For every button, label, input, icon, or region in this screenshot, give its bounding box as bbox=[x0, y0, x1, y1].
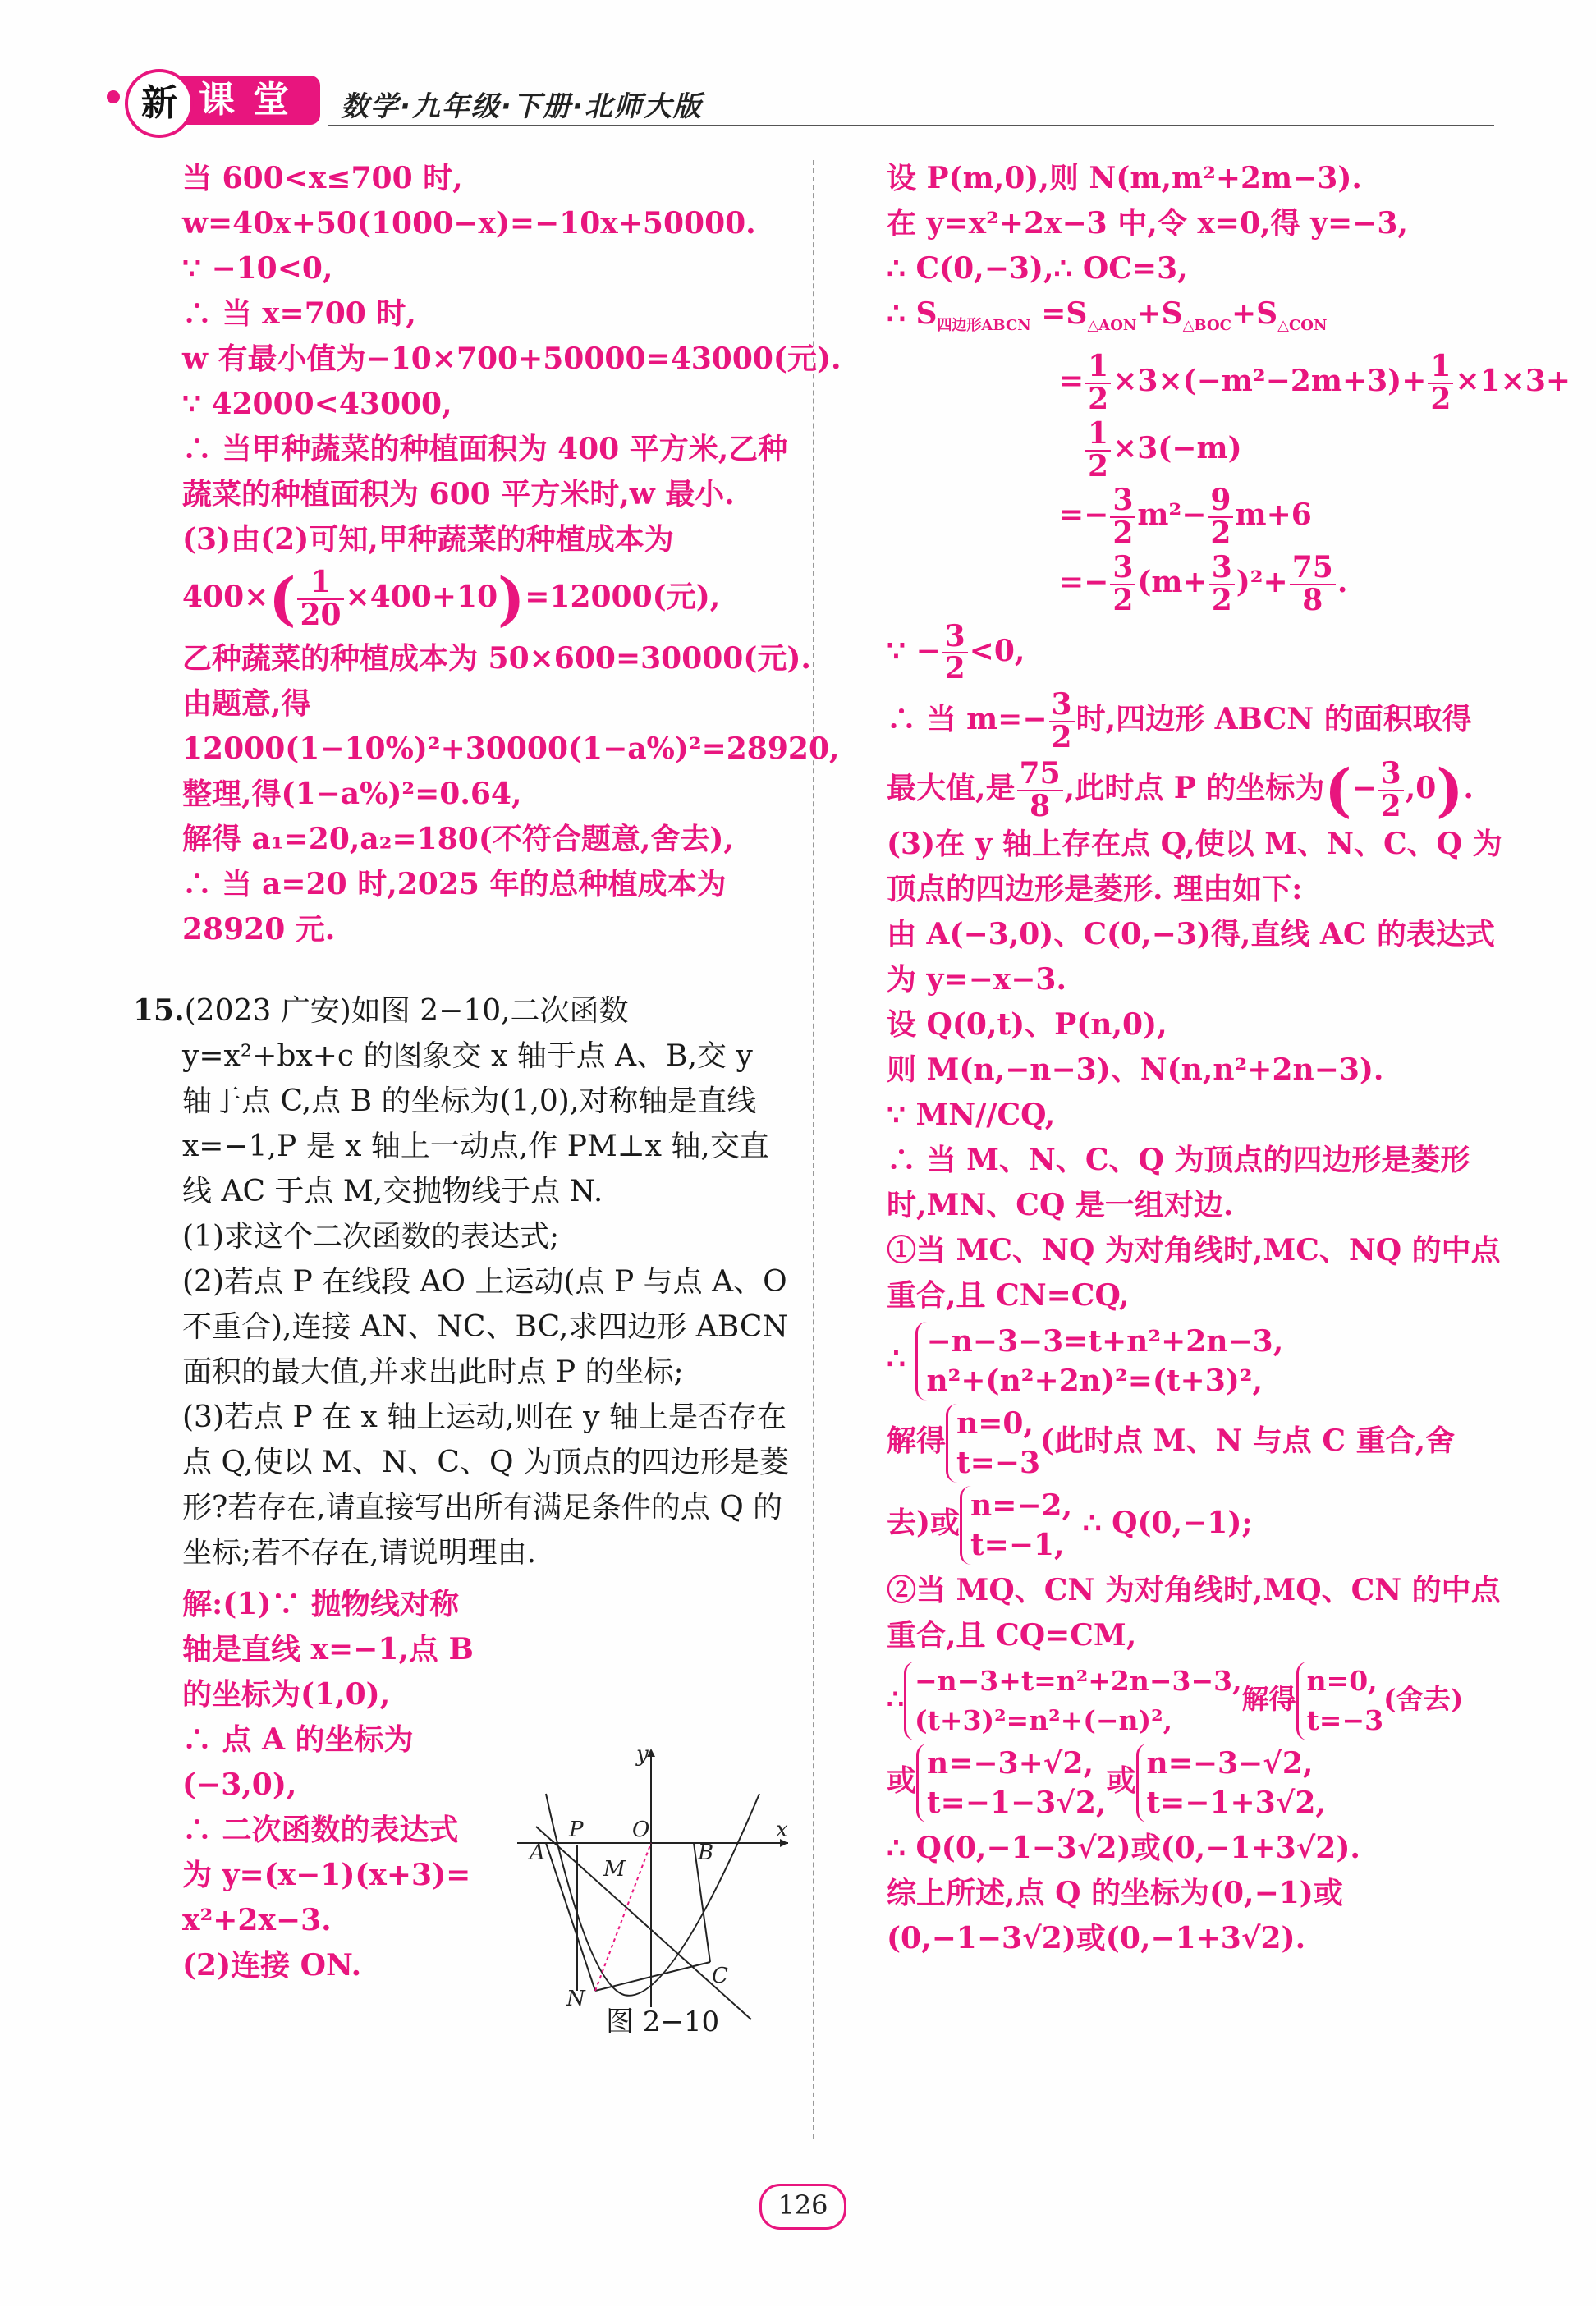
sol-line: ∴ 当 M、N、C、Q 为顶点的四边形是菱形时,MN、CQ 是一组对边. bbox=[887, 1143, 1470, 1223]
case-1: ①当 MC、NQ 为对角线时,MC、NQ 的中点重合,且 CN=CQ, bbox=[887, 1233, 1501, 1313]
logo-char-1: 新 bbox=[125, 69, 194, 138]
formula-part: =12000(元), bbox=[525, 579, 721, 614]
label-p: P bbox=[569, 1818, 584, 1842]
sol-line: ∴ 当 a=20 时,2025 年的总种植成本为 28920 元. bbox=[182, 866, 727, 947]
sol-line: x²+2x−3. bbox=[182, 1902, 332, 1937]
sol-line: ∴ 当甲种蔬菜的种植面积为 400 平方米,乙种蔬菜的种植面积为 600 平方米时,w 最小. bbox=[182, 432, 788, 511]
sol-line: 轴是直线 x=−1,点 B bbox=[182, 1631, 474, 1666]
sol-line: (3)由(2)可知,甲种蔬菜的种植成本为 bbox=[182, 522, 674, 557]
logo-char-2: 课 bbox=[199, 79, 235, 121]
figure-2-10 bbox=[513, 1744, 792, 2024]
case-2: ②当 MQ、CN 为对角线时,MQ、CN 的中点重合,且 CQ=CM, bbox=[887, 1573, 1501, 1653]
label-b: B bbox=[698, 1841, 714, 1865]
formula-part: 400× bbox=[182, 579, 269, 614]
question-part-2: (2)若点 P 在线段 AO 上运动(点 P 与点 A、O 不重合),连接 AN、NC、BC,求四边形 ABCN 面积的最大值,并求出此时点 P 的坐标; bbox=[182, 1264, 788, 1389]
sol-line: 的坐标为(1,0), bbox=[182, 1676, 391, 1712]
system-2-solution: 或 n=−3+√2, t=−1−3√2, 或 n=−3−√2, t=−1+3√2, bbox=[887, 1744, 1511, 1822]
sol-line: 由 A(−3,0)、C(0,−3)得,直线 AC 的表达式为 y=−x−3. bbox=[887, 917, 1496, 997]
sol-line: ∴ Q(0,−1−3√2)或(0,−1+3√2). bbox=[887, 1831, 1360, 1866]
label-o: O bbox=[632, 1818, 650, 1842]
sol-line: 在 y=x²+2x−3 中,令 x=0,得 y=−3, bbox=[887, 206, 1408, 241]
area-step-1: = $\frac{1}{2}$ ×3×(−m²−2m+3)+ $\frac{1}{2}$ ×1×3+ bbox=[1059, 349, 1571, 416]
coef-negative: ∵ − $\frac{3}{2}$ <0, bbox=[887, 618, 1025, 686]
label-m: M bbox=[603, 1857, 626, 1882]
sol-line: 12000(1−10%)²+30000(1−a%)²=28920, bbox=[182, 731, 840, 766]
max-when: ∴ 当 m=− $\frac{3}{2}$ 时,四边形 ABCN 的面积取得 bbox=[887, 687, 1472, 754]
sol-line: 乙种蔬菜的种植成本为 50×600=30000(元). bbox=[182, 640, 811, 676]
label-x: x bbox=[776, 1818, 788, 1842]
question-15 bbox=[133, 988, 790, 1214]
sol-line: 由题意,得 bbox=[182, 685, 311, 721]
sol-line: ∴ 点 A 的坐标为 bbox=[182, 1721, 414, 1757]
sol-line: ∴ C(0,−3),∴ OC=3, bbox=[887, 251, 1188, 286]
page-header bbox=[131, 74, 1494, 131]
label-y: y bbox=[636, 1744, 649, 1767]
header-subtitle: 数学·九年级·下册·北师大版 bbox=[341, 90, 703, 123]
sol-line: 设 Q(0,t)、P(n,0), bbox=[887, 1007, 1167, 1043]
sol-line: (3)在 y 轴上存在点 Q,使以 M、N、C、Q 为顶点的四边形是菱形. 理由如下: bbox=[887, 827, 1502, 907]
area-formula: ∴ $S_{四边形ABCN} =S_{\triangle AON}+S_{\triangle BOC}+S_{\triangle CON}$ bbox=[887, 296, 1328, 335]
line-nc bbox=[595, 1962, 710, 1991]
label-a: A bbox=[530, 1841, 545, 1865]
area-step-2: =− $\frac{3}{2}$ m²− $\frac{9}{2}$ m+6 bbox=[1059, 483, 1312, 551]
sol-line: ∴ 二次函数的表达式 bbox=[182, 1812, 459, 1847]
header-rule bbox=[328, 125, 1494, 126]
area-step-3: =− $\frac{3}{2}$ (m+ $\frac{3}{2}$ )²+ $\frac{75}{8}$ . bbox=[1059, 549, 1348, 617]
left-column bbox=[133, 156, 842, 1988]
question-number: 15. bbox=[133, 993, 185, 1028]
system-1-solution-b: 去)或 n=−2, t=−1, ∴ Q(0,−1); bbox=[887, 1486, 1511, 1565]
label-c: C bbox=[712, 1964, 728, 1988]
question-text: 如图 2−10,二次函数 y=x²+bx+c 的图象交 x 轴于点 A、B,交 y 轴于点 C,点 B 的坐标为(1,0),对称轴是直线 x=−1,P 是 x 轴上一动点,作 PM⊥x 轴,交直线 AC 于点 M,交抛物线于点 N. bbox=[182, 993, 769, 1208]
sol-line: 解得 a₁=20,a₂=180(不符合题意,舍去), bbox=[182, 821, 734, 856]
system-2: ∴ −n−3+t=n²+2n−3−3, (t+3)²=n²+(−n)², 解得 n=0, t=−3 (舍去) bbox=[887, 1662, 1511, 1740]
question-part-3: (3)若点 P 在 x 轴上运动,则在 y 轴上是否存在点 Q,使以 M、N、C、Q 为顶点的四边形是菱形?若存在,请直接写出所有满足条件的点 Q 的坐标;若不存在,请说明理由. bbox=[182, 1400, 789, 1570]
sol-line: ∵ −10<0, bbox=[182, 251, 333, 286]
logo bbox=[131, 76, 320, 125]
question-source: (2023 广安) bbox=[184, 993, 351, 1028]
figure-caption: 图 2−10 bbox=[606, 2006, 720, 2038]
formula-cost-a: 400×( $\frac{1}{20}$ ×400+10)=12000(元), bbox=[182, 564, 721, 633]
max-value: 最大值,是 $\frac{75}{8}$ ,此时点 P 的坐标为(− $\frac{3}{2}$ ,0). bbox=[887, 755, 1474, 824]
sol-line: (2)连接 ON. bbox=[182, 1947, 362, 1983]
fraction: $\frac{1}{20}$ bbox=[297, 567, 343, 631]
page-number: 126 bbox=[759, 2184, 846, 2230]
area-step-1b: $\frac{1}{2}$ ×3(−m) bbox=[887, 419, 1511, 483]
column-divider bbox=[813, 160, 814, 2139]
sol-line: 则 M(n,−n−3)、N(n,n²+2n−3). bbox=[887, 1052, 1384, 1088]
right-column bbox=[887, 156, 1571, 1961]
sol-line: (−3,0), bbox=[182, 1767, 297, 1802]
sol-line: 当 600<x≤700 时, bbox=[182, 161, 463, 195]
sol-line: ∵ 42000<43000, bbox=[182, 387, 452, 421]
system-1-solution: 解得 n=0, t=−3 (此时点 M、N 与点 C 重合,舍 bbox=[887, 1404, 1511, 1483]
sol-line: 为 y=(x−1)(x+3)= bbox=[182, 1857, 471, 1892]
label-n: N bbox=[566, 1987, 585, 2011]
sol-line: ∴ 当 x=700 时, bbox=[182, 296, 416, 331]
formula-part: ×400+10 bbox=[345, 579, 498, 614]
sol-line: ∵ MN//CQ, bbox=[887, 1098, 1056, 1133]
sol-line: w=40x+50(1000−x)=−10x+50000. bbox=[182, 206, 756, 241]
system-1: ∴ −n−3−3=t+n²+2n−3, n²+(n²+2n)²=(t+3)², bbox=[887, 1322, 1511, 1401]
conclusion: 综上所述,点 Q 的坐标为(0,−1)或(0,−1−3√2)或(0,−1+3√2). bbox=[887, 1876, 1343, 1956]
sol-line: 解:(1)∵ 抛物线对称 bbox=[182, 1586, 459, 1621]
header-dot-icon bbox=[107, 90, 120, 103]
sol-line: 设 P(m,0),则 N(m,m²+2m−3). bbox=[887, 161, 1362, 195]
line-an bbox=[546, 1843, 595, 1991]
question-part-1: (1)求这个二次函数的表达式; bbox=[182, 1219, 560, 1254]
logo-char-3: 堂 bbox=[253, 79, 289, 121]
sol-line: w 有最小值为−10×700+50000=43000(元). bbox=[182, 342, 842, 376]
sol-line: 整理,得(1−a%)²=0.64, bbox=[182, 776, 522, 811]
